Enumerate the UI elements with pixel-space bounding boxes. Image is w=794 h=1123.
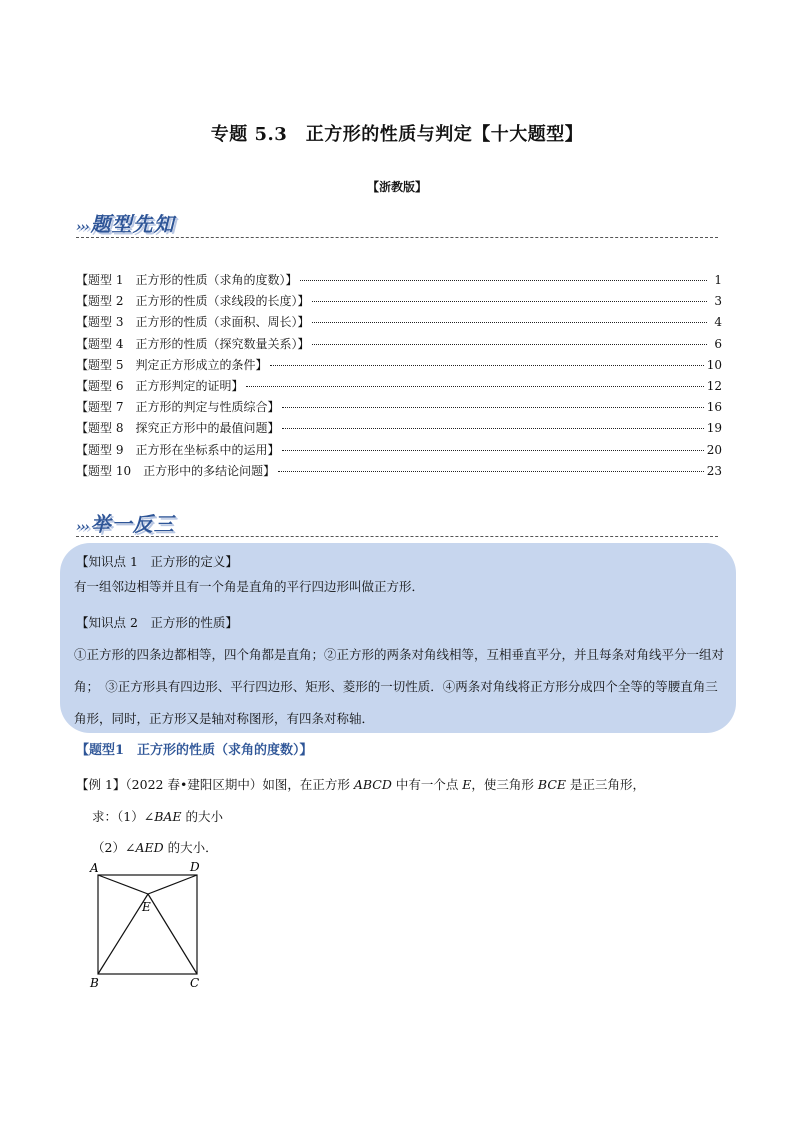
example-mid: 中有一个点 xyxy=(391,777,463,792)
toc-item[interactable] xyxy=(76,271,722,292)
question-prefix: 求：（1）∠ xyxy=(92,809,155,824)
knowledge-point-2-heading: 【知识点 2 正方形的性质】 xyxy=(76,615,238,630)
example-text xyxy=(76,775,726,793)
toc-item-page: 19 xyxy=(706,421,722,436)
section-heading: 【题型1 正方形的性质（求角的度数）】 xyxy=(76,743,313,758)
toc-item[interactable] xyxy=(76,398,722,419)
preview-banner-label: 题型先知 xyxy=(90,212,175,236)
page-title: 专题 5.3 正方形的性质与判定【十大题型】 xyxy=(210,124,584,145)
toc-item[interactable] xyxy=(76,419,722,440)
divider xyxy=(76,536,718,537)
toc-leader xyxy=(282,450,703,451)
toc-item-label: 【题型 2 正方形的性质（求线段的长度）】 xyxy=(76,294,310,309)
segment-be xyxy=(98,894,148,974)
knowledge-box xyxy=(60,543,736,733)
toc-item-label: 【题型 7 正方形的判定与性质综合】 xyxy=(76,400,280,415)
vertex-label-d: D xyxy=(190,860,200,874)
toc-item-page: 20 xyxy=(706,442,722,457)
square-figure xyxy=(84,856,214,996)
knowledge-point-2-text: ①正方形的四条边都相等，四个角都是直角；②正方形的两条对角线相等，互相垂直平分，并且每条对角线平分一组对角； ③正方形具有四边形、平行四边形、矩形、菱形的一切性质．④两条对角线将正方形分成四个全等的等腰直角三角形，同时，正方形又是轴对称图形，有四条对称轴． xyxy=(74,647,725,726)
toc-leader xyxy=(312,301,707,302)
example-point: E xyxy=(462,777,472,792)
toc-item-label: 【题型 6 正方形判定的证明】 xyxy=(76,378,244,393)
toc-leader xyxy=(282,407,703,408)
toc-item[interactable] xyxy=(76,356,722,377)
toc-item-label: 【题型 9 正方形在坐标系中的运用】 xyxy=(76,442,280,457)
divider xyxy=(76,237,718,238)
toc-item[interactable] xyxy=(76,377,722,398)
question-prefix: （2）∠ xyxy=(92,840,136,855)
toc-item-label: 【题型 1 正方形的性质（求角的度数）】 xyxy=(76,273,298,287)
toc-item-page: 10 xyxy=(706,357,722,372)
preview-banner xyxy=(76,208,175,237)
toc-leader xyxy=(278,471,704,472)
toc-item-page: 4 xyxy=(714,315,722,330)
toc-item[interactable] xyxy=(76,441,722,462)
toc-leader xyxy=(282,428,703,429)
question-angle: AED xyxy=(135,840,164,855)
segment-de xyxy=(148,875,197,894)
toc-item[interactable] xyxy=(76,292,722,313)
toc-leader xyxy=(312,344,707,345)
knowledge-point-1-heading: 【知识点 1 正方形的定义】 xyxy=(76,554,238,569)
square-abcd xyxy=(98,875,197,974)
practice-banner xyxy=(76,508,175,537)
toc-item-page: 16 xyxy=(706,400,722,415)
toc-item[interactable] xyxy=(76,462,722,483)
toc-item-page: 3 xyxy=(714,294,722,309)
toc-item[interactable] xyxy=(76,335,722,356)
question-suffix: 的大小 xyxy=(181,809,224,824)
practice-banner-label: 举一反三 xyxy=(90,512,175,536)
edition-label: 【浙教版】 xyxy=(366,180,427,194)
example-triangle: BCE xyxy=(537,777,567,792)
vertex-label-b: B xyxy=(90,976,99,990)
toc-item-label: 【题型 10 正方形中的多结论问题】 xyxy=(76,463,276,478)
toc-item-label: 【题型 3 正方形的性质（求面积、周长）】 xyxy=(76,315,310,330)
vertex-label-e: E xyxy=(142,900,151,914)
toc-item-page: 6 xyxy=(714,336,722,351)
question-suffix: 的大小． xyxy=(163,840,218,855)
toc-item-page: 1 xyxy=(714,273,722,287)
example-suffix: 是正三角形， xyxy=(566,777,645,792)
toc-leader xyxy=(270,365,703,366)
question-2 xyxy=(92,838,218,856)
toc-item-page: 23 xyxy=(706,463,722,478)
example-mid: ，使三角形 xyxy=(471,777,538,792)
question-angle: BAE xyxy=(154,809,182,824)
banner-arrows-icon: ››› xyxy=(76,220,89,235)
toc-item-page: 12 xyxy=(706,378,722,393)
toc-leader xyxy=(246,386,703,387)
example-prefix: 【例 1】（2022 春•建阳区期中）如图，在正方形 xyxy=(76,777,354,792)
question-1 xyxy=(92,807,223,825)
example-square: ABCD xyxy=(353,777,392,792)
vertex-label-c: C xyxy=(190,976,200,990)
knowledge-point-1-text: 有一组邻边相等并且有一个角是直角的平行四边形叫做正方形． xyxy=(74,579,425,594)
banner-arrows-icon: ››› xyxy=(76,520,89,535)
toc-item[interactable] xyxy=(76,313,722,334)
toc-item-label: 【题型 8 探究正方形中的最值问题】 xyxy=(76,421,280,436)
toc-leader xyxy=(300,280,707,281)
table-of-contents xyxy=(76,271,722,483)
toc-item-label: 【题型 4 正方形的性质（探究数量关系）】 xyxy=(76,336,310,351)
toc-leader xyxy=(312,322,707,323)
vertex-label-a: A xyxy=(90,861,99,875)
segment-ce xyxy=(148,894,197,974)
segment-ae xyxy=(98,875,148,894)
toc-item-label: 【题型 5 判定正方形成立的条件】 xyxy=(76,357,268,372)
